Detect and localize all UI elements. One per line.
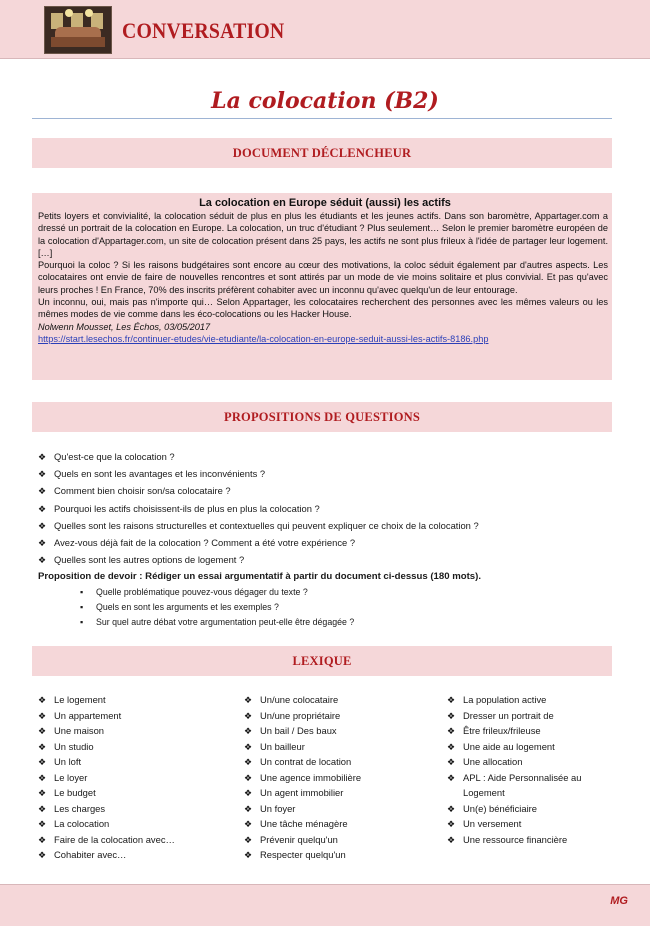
- list-item: ❖ Un bail / Des baux: [244, 723, 361, 739]
- article-paragraph: Un inconnu, oui, mais pas n'importe qui… Selon Appartager, les colocataires recherchent des personnes avec les mêmes valeurs ou les mêmes modes de vie comme dans les éco-colocations ou les Hacker House.: [38, 297, 608, 320]
- diamond-bullet-icon: ❖: [38, 486, 47, 497]
- list-item: ❖ Quels en sont les avantages et les inconvénients ?: [38, 465, 479, 482]
- header-band: [0, 0, 650, 59]
- diamond-bullet-icon: ❖: [447, 710, 456, 721]
- list-item: ❖ Une agence immobilière: [244, 770, 361, 786]
- article-title: La colocation en Europe séduit (aussi) les actifs: [199, 197, 451, 209]
- diamond-bullet-icon: ❖: [244, 819, 253, 829]
- list-item: ❖ Une tâche ménagère: [244, 816, 361, 832]
- list-item: ❖ Être frileux/frileuse: [447, 723, 581, 739]
- diamond-bullet-icon: ❖: [38, 819, 47, 829]
- title-divider: [32, 118, 612, 119]
- diamond-bullet-icon: ❖: [38, 757, 47, 767]
- devoir-list: [80, 585, 354, 630]
- list-item: ▪ Quelle problématique pouvez-vous dégager du texte ?: [80, 585, 354, 600]
- diamond-bullet-icon: ❖: [38, 772, 47, 783]
- devoir-proposal: Proposition de devoir : Rédiger un essai argumentatif à partir du document ci-dessus (180 mots).: [38, 571, 481, 582]
- list-item: ❖ Prévenir quelqu'un: [244, 832, 361, 848]
- list-item: ❖ Le logement: [38, 692, 175, 708]
- diamond-bullet-icon: ❖: [244, 834, 253, 845]
- list-item: ❖ Un loft: [38, 754, 175, 770]
- header-title: CONVERSATION: [122, 18, 285, 43]
- section-lexique-heading: LEXIQUE: [32, 646, 612, 676]
- diamond-bullet-icon: ❖: [244, 850, 253, 860]
- list-item: ▪ Sur quel autre débat votre argumentation peut-elle être dégagée ?: [80, 615, 354, 630]
- diamond-bullet-icon: ❖: [447, 819, 456, 829]
- diamond-bullet-icon: ❖: [38, 537, 47, 548]
- square-bullet-icon: ▪: [80, 602, 84, 612]
- diamond-bullet-icon: ❖: [447, 834, 456, 845]
- list-item: ❖ Quelles sont les raisons structurelles et contextuelles qui peuvent expliquer ce choix de la colocation ?: [38, 517, 479, 534]
- diamond-bullet-icon: ❖: [38, 555, 47, 566]
- diamond-bullet-icon: ❖: [447, 726, 456, 736]
- list-item: ❖ Respecter quelqu'un: [244, 847, 361, 863]
- list-item: ❖ Une ressource financière: [447, 832, 581, 848]
- list-item: ❖ La population active: [447, 692, 581, 708]
- list-item: ❖ Le budget: [38, 785, 175, 801]
- list-item: ❖ Un versement: [447, 816, 581, 832]
- questions-list: [38, 448, 479, 568]
- list-item: ❖ Un(e) bénéficiaire: [447, 801, 581, 817]
- list-item: ❖ Une maison: [38, 723, 175, 739]
- article-body: [38, 210, 608, 345]
- lexique-column-2: [244, 692, 361, 863]
- list-item: ❖ Un/une colocataire: [244, 692, 361, 708]
- square-bullet-icon: ▪: [80, 617, 84, 627]
- list-item: ❖ APL : Aide Personnalisée au: [447, 770, 581, 786]
- list-item: ▪ Quels en sont les arguments et les exemples ?: [80, 600, 354, 615]
- list-item: ❖ Cohabiter avec…: [38, 847, 175, 863]
- list-item: ❖ Un agent immobilier: [244, 785, 361, 801]
- section-document-heading: DOCUMENT DÉCLENCHEUR: [32, 138, 612, 168]
- list-item: ❖ Une allocation: [447, 754, 581, 770]
- list-item: ❖ Les charges: [38, 801, 175, 817]
- diamond-bullet-icon: ❖: [447, 757, 456, 767]
- diamond-bullet-icon: ❖: [38, 834, 47, 845]
- diamond-bullet-icon: ❖: [38, 469, 47, 480]
- diamond-bullet-icon: ❖: [38, 520, 47, 531]
- list-item: ❖ Une aide au logement: [447, 739, 581, 755]
- lexique-column-3: [447, 692, 581, 847]
- article-paragraph: Pourquoi la coloc ? Si les raisons budgétaires sont encore au cœur des motivations, la coloc séduit également par d'autres aspects. Les colocataires ont envie de faire de nouvelles rencontres et sont attirés par un mode de vie moins solitaire et plus convivial. Et pas qu'avec leurs proches ! En France, 70% des inscrits préfèrent cohabiter avec un inconnu qu'avec quelqu'un de leur entourage.: [38, 260, 608, 295]
- list-item: ❖ Avez-vous déjà fait de la colocation ? Comment a été votre expérience ?: [38, 534, 479, 551]
- diamond-bullet-icon: ❖: [244, 803, 253, 814]
- list-item: ❖ La colocation: [38, 816, 175, 832]
- header-photo: [44, 6, 112, 54]
- list-item: ❖ Un studio: [38, 739, 175, 755]
- list-item: ❖ Qu'est-ce que la colocation ?: [38, 448, 479, 465]
- list-item: ❖ Comment bien choisir son/sa colocataire ?: [38, 482, 479, 499]
- diamond-bullet-icon: ❖: [447, 695, 456, 705]
- diamond-bullet-icon: ❖: [447, 772, 456, 783]
- diamond-bullet-icon: ❖: [38, 503, 47, 514]
- list-item: ❖ Quelles sont les autres options de logement ?: [38, 551, 479, 568]
- article-citation: Nolwenn Mousset, Les Échos, 03/05/2017: [38, 321, 211, 332]
- article-paragraph: Petits loyers et convivialité, la colocation séduit de plus en plus les étudiants et les jeunes actifs. Dans son baromètre, Appartager.com a dressé un portrait de la colocation en Europe. La colocation, un truc d'étudiant ? Plus seulement… Selon le premier baromètre européen de la colocation d'Appartager.com, un site de colocation présent dans 25 pays, les actifs ne sont plus frileux à l'idée de partager leur logement. […]: [38, 211, 608, 258]
- list-item: ❖ Un foyer: [244, 801, 361, 817]
- article-link[interactable]: https://start.lesechos.fr/continuer-etudes/vie-etudiante/la-colocation-en-europe-seduit-aussi-les-actifs-8186.php: [38, 333, 489, 344]
- diamond-bullet-icon: ❖: [244, 788, 253, 798]
- lexique-column-1: [38, 692, 175, 863]
- list-item: ❖ Un/une propriétaire: [244, 708, 361, 724]
- diamond-bullet-icon: ❖: [244, 757, 253, 767]
- diamond-bullet-icon: ❖: [244, 741, 253, 752]
- diamond-bullet-icon: ❖: [38, 710, 47, 721]
- diamond-bullet-icon: ❖: [38, 695, 47, 705]
- diamond-bullet-icon: ❖: [447, 741, 456, 752]
- diamond-bullet-icon: ❖: [38, 803, 47, 814]
- diamond-bullet-icon: ❖: [38, 850, 47, 860]
- diamond-bullet-icon: ❖: [447, 803, 456, 814]
- list-item: ❖ Un contrat de location: [244, 754, 361, 770]
- section-questions-heading: PROPOSITIONS DE QUESTIONS: [32, 402, 612, 432]
- diamond-bullet-icon: ❖: [38, 726, 47, 736]
- footer-initials: MG: [610, 895, 628, 907]
- page-title: La colocation (B2): [211, 88, 439, 114]
- list-item: ❖ Le loyer: [38, 770, 175, 786]
- diamond-bullet-icon: ❖: [244, 726, 253, 736]
- list-item: ❖ Un bailleur: [244, 739, 361, 755]
- list-item: ❖ Pourquoi les actifs choisissent-ils de plus en plus la colocation ?: [38, 500, 479, 517]
- list-item: ❖ Dresser un portrait de: [447, 708, 581, 724]
- diamond-bullet-icon: ❖: [244, 695, 253, 705]
- diamond-bullet-icon: ❖: [38, 741, 47, 752]
- diamond-bullet-icon: ❖: [244, 710, 253, 721]
- diamond-bullet-icon: ❖: [38, 788, 47, 798]
- list-item: ❖ Un appartement: [38, 708, 175, 724]
- list-item-continuation: Logement: [463, 787, 505, 798]
- square-bullet-icon: ▪: [80, 587, 84, 597]
- footer-band: [0, 884, 650, 926]
- list-item: ❖ Faire de la colocation avec…: [38, 832, 175, 848]
- diamond-bullet-icon: ❖: [244, 772, 253, 783]
- diamond-bullet-icon: ❖: [38, 452, 47, 462]
